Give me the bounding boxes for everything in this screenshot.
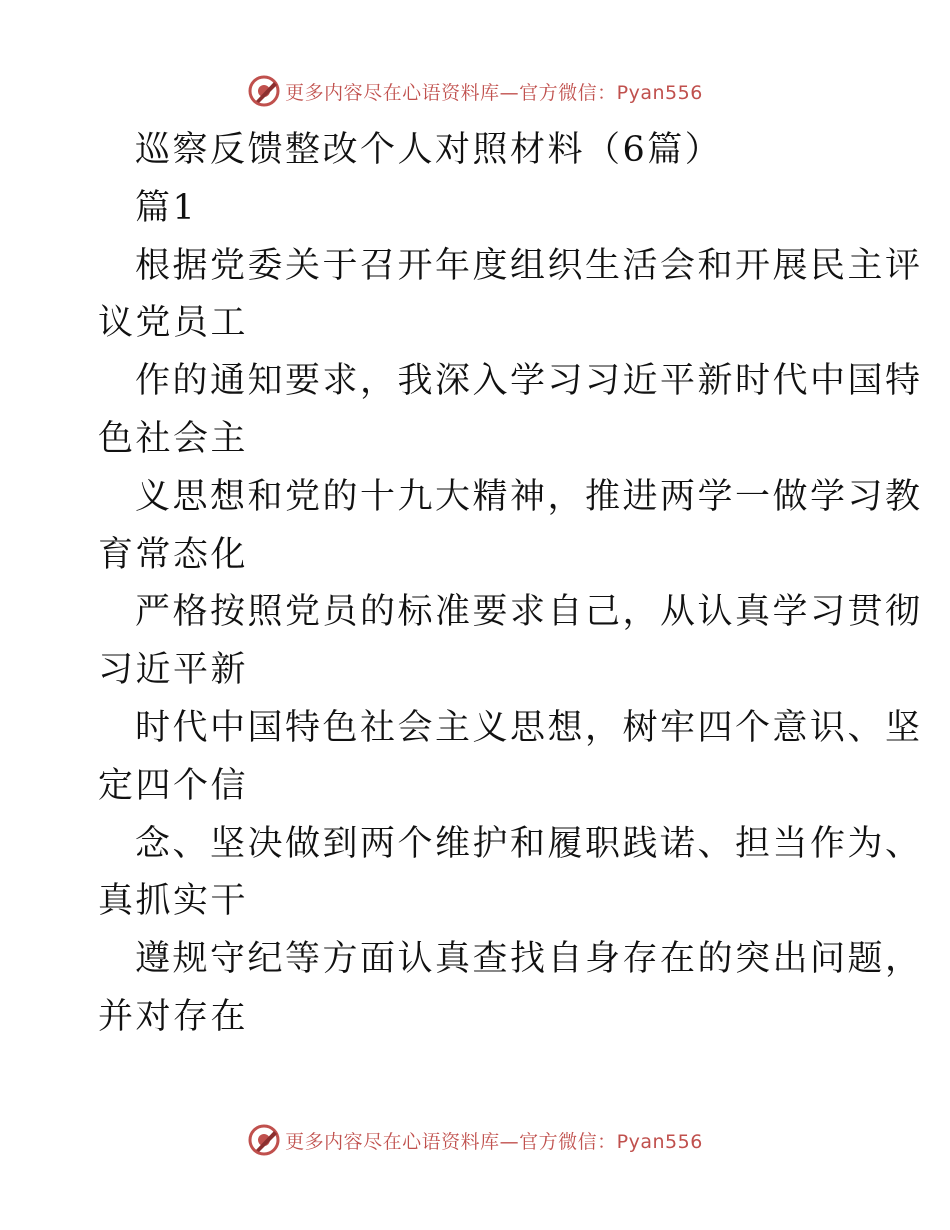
header-banner [0,71,950,111]
text-line: 念、坚决做到两个维护和履职践诺、担当作为、 [135,823,923,864]
footer-banner-text: 更多内容尽在心语资料库—官方微信： [285,1130,617,1153]
text-line: 义思想和党的十九大精神，推进两学一做学习教 [135,476,923,517]
text-line: 议党员工 [98,303,249,344]
text-line: 并对存在 [98,996,249,1037]
text-line: 篇1 [135,187,198,228]
text-line: 根据党委关于召开年度组织生活会和开展民主评 [135,245,923,286]
text-line: 定四个信 [98,765,249,806]
text-line: 育常态化 [98,534,249,575]
header-banner-text: 更多内容尽在心语资料库—官方微信： [285,81,617,104]
text-line: 严格按照党员的标准要求自己，从认真学习贯彻 [135,592,923,633]
footer-banner-wechat: Pyan556 [616,1130,703,1153]
text-line: 真抓实干 [98,881,249,922]
text-line: 色社会主 [98,418,249,459]
pen-logo-icon [247,1123,281,1157]
text-line: 巡察反馈整改个人对照材料（6篇） [135,130,723,170]
text-line: 遵规守纪等方面认真查找自身存在的突出问题， [135,939,923,980]
text-line: 时代中国特色社会主义思想，树牢四个意识、坚 [135,707,923,748]
footer-banner [0,1120,950,1160]
document-body [98,122,923,1047]
text-line: 作的通知要求，我深入学习习近平新时代中国特 [135,361,923,402]
header-banner-wechat: Pyan556 [616,81,703,104]
pen-logo-icon [247,74,281,108]
text-line: 习近平新 [98,650,249,691]
